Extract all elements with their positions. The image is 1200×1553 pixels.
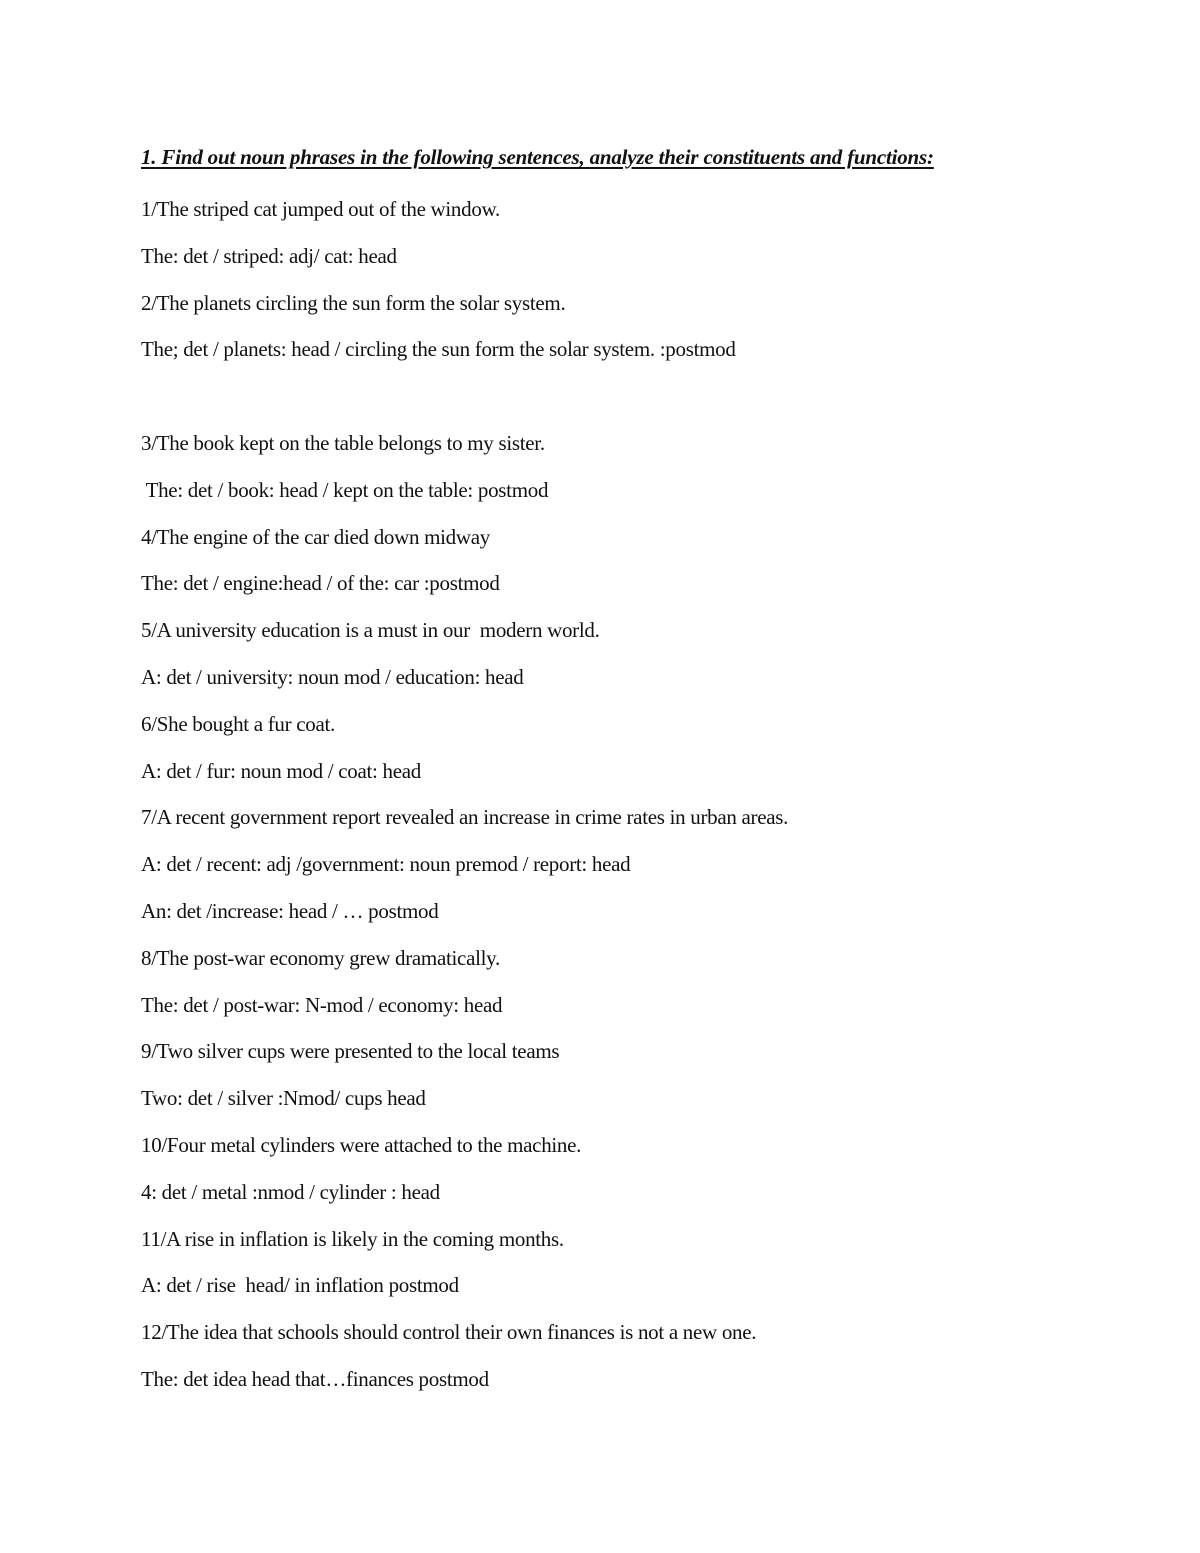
sentence-10: 10/Four metal cylinders were attached to the machine. xyxy=(141,1132,582,1157)
sentence-6: 6/She bought a fur coat. xyxy=(141,711,336,736)
analysis-5: A: det / university: noun mod / education: head xyxy=(141,664,524,689)
sentence-4: 4/The engine of the car died down midway xyxy=(141,524,490,549)
analysis-8: The: det / post-war: N-mod / economy: head xyxy=(141,992,503,1017)
sentence-2: 2/The planets circling the sun form the solar system. xyxy=(141,290,566,315)
analysis-10: 4: det / metal :nmod / cylinder : head xyxy=(141,1179,440,1204)
analysis-1: The: det / striped: adj/ cat: head xyxy=(141,243,397,268)
sentence-12: 12/The idea that schools should control their own finances is not a new one. xyxy=(141,1320,757,1345)
analysis-11: A: det / rise head/ in inflation postmod xyxy=(141,1273,459,1298)
analysis-3: The: det / book: head / kept on the table: postmod xyxy=(141,477,549,502)
sentence-1: 1/The striped cat jumped out of the window. xyxy=(141,197,500,221)
sentence-11: 11/A rise in inflation is likely in the coming months. xyxy=(141,1226,564,1251)
analysis-9: Two: det / silver :Nmod/ cups head xyxy=(141,1086,426,1111)
exercise-heading: 1. Find out noun phrases in the following sentences, analyze their constituents and functions: xyxy=(141,145,934,169)
document-body xyxy=(141,140,1101,1403)
sentence-3: 3/The book kept on the table belongs to my sister. xyxy=(141,430,545,455)
sentence-7: 7/A recent government report revealed an increase in crime rates in urban areas. xyxy=(141,805,789,830)
sentence-8: 8/The post-war economy grew dramatically. xyxy=(141,945,500,970)
analysis-7a: A: det / recent: adj /government: noun premod / report: head xyxy=(141,852,631,877)
analysis-6: A: det / fur: noun mod / coat: head xyxy=(141,758,421,783)
analysis-7b: An: det /increase: head / … postmod xyxy=(141,898,439,923)
sentence-5: 5/A university education is a must in our modern world. xyxy=(141,618,600,643)
sentence-9: 9/Two silver cups were presented to the local teams xyxy=(141,1039,560,1064)
blank-line xyxy=(141,373,1101,420)
analysis-12: The: det idea head that…finances postmod xyxy=(141,1366,489,1391)
analysis-2: The; det / planets: head / circling the sun form the solar system. :postmod xyxy=(141,337,736,362)
analysis-4: The: det / engine:head / of the: car :postmod xyxy=(141,571,500,596)
